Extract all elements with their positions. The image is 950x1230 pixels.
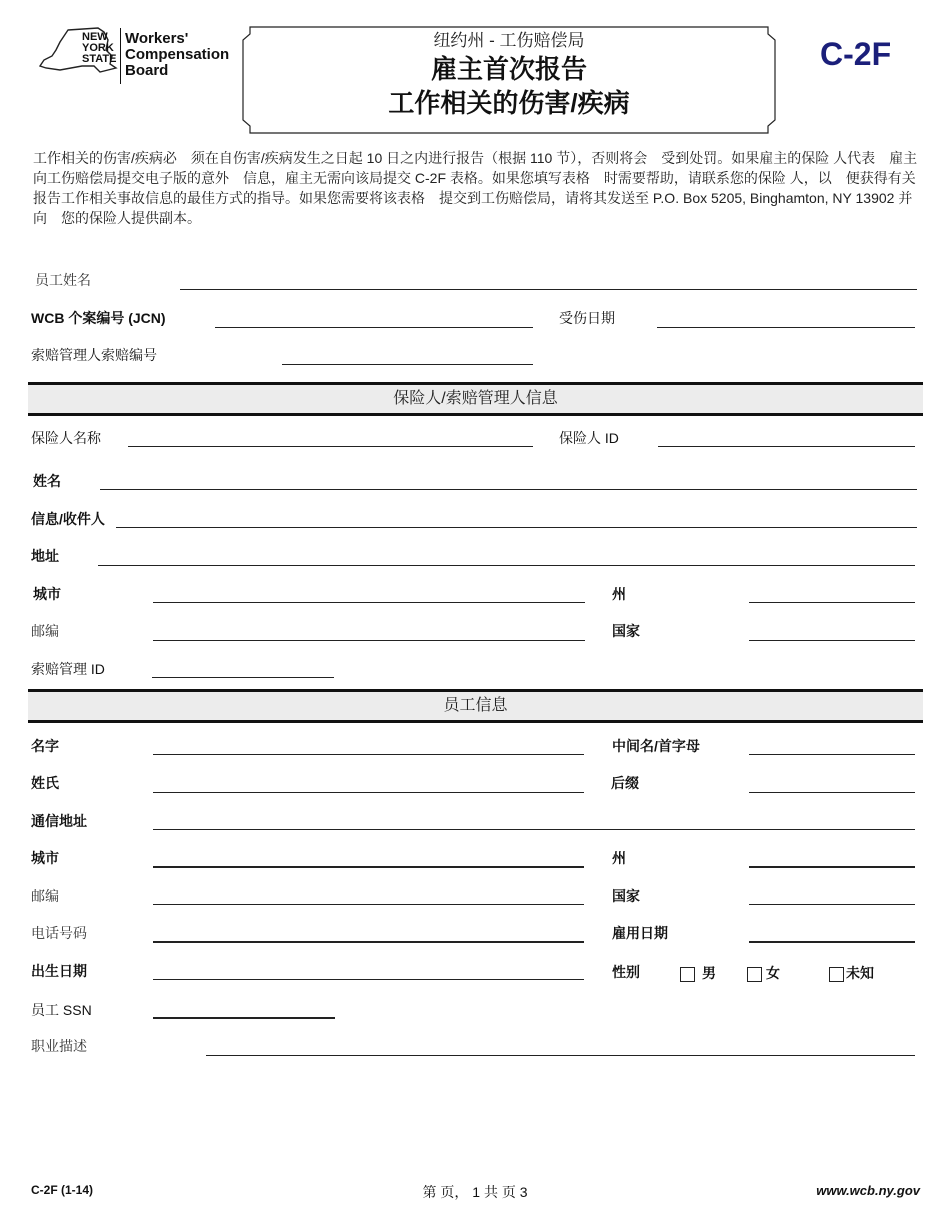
employee-zip-field[interactable] bbox=[153, 904, 584, 905]
ssn-field[interactable] bbox=[153, 1017, 335, 1019]
insurer-address-field[interactable] bbox=[98, 565, 915, 566]
form-title-line1: 雇主首次报告 bbox=[430, 54, 587, 84]
insurer-state-label: 州 bbox=[612, 586, 626, 602]
wcb-case-field[interactable] bbox=[215, 327, 533, 328]
birth-date-field[interactable] bbox=[153, 979, 584, 980]
employee-zip-label: 邮编 bbox=[31, 888, 59, 904]
insurer-state-field[interactable] bbox=[749, 602, 915, 603]
website-link[interactable]: www.wcb.ny.gov bbox=[816, 1183, 920, 1198]
ssn-label: 员工 SSN bbox=[31, 1002, 92, 1018]
suffix-label: 后缀 bbox=[611, 775, 639, 791]
form-version: C-2F (1-14) bbox=[31, 1183, 94, 1197]
insurer-address-label: 地址 bbox=[31, 548, 59, 564]
logo-divider bbox=[120, 28, 121, 84]
mailing-address-label: 通信地址 bbox=[31, 813, 87, 829]
mailing-address-field[interactable] bbox=[153, 829, 915, 830]
gender-female-label: 女 bbox=[766, 965, 780, 981]
insurer-name-label: 保险人名称 bbox=[31, 430, 101, 446]
employee-country-label: 国家 bbox=[612, 888, 640, 904]
intro-paragraph: 工作相关的伤害/疾病必 须在自伤害/疾病发生之日起 10 日之内进行报告（根据 110 节），否则将会 受到处罚。如果雇主的保险 人代表 雇主向工伤赔偿局提交电子版的意外 信息，雇主无需向该局提交 C-2F 表格。如果您填写表格 时需要帮助，请联系您的保险 人，以 便获得有关报告工作相关事故信息的最佳方式的指导。如果您需要将该表格 提交到工伤赔偿局，请将其发送至 P.O. Box 5205, Binghamton, NY 13902 并向 您的保险人提供副本。 bbox=[33, 150, 918, 226]
injury-date-label: 受伤日期 bbox=[559, 310, 615, 326]
logo-state-text: NEW YORK STATE bbox=[82, 31, 117, 65]
gender-label: 性别 bbox=[612, 964, 640, 980]
form-title-line2: 工作相关的伤害/疾病 bbox=[388, 88, 630, 118]
job-description-label: 职业描述 bbox=[31, 1038, 87, 1054]
birth-date-label: 出生日期 bbox=[31, 963, 87, 979]
last-name-label: 姓氏 bbox=[31, 775, 59, 791]
insurer-contact-name-label: 姓名 bbox=[33, 473, 61, 489]
first-name-label: 名字 bbox=[31, 738, 59, 754]
insurer-country-label: 国家 bbox=[612, 623, 640, 639]
suffix-field[interactable] bbox=[749, 792, 915, 793]
attention-field[interactable] bbox=[116, 527, 917, 528]
employee-section-header: 员工信息 bbox=[28, 689, 923, 723]
claim-admin-id-label: 索赔管理 ID bbox=[31, 661, 105, 677]
gender-unknown-label: 未知 bbox=[846, 965, 874, 981]
phone-field[interactable] bbox=[153, 941, 584, 943]
phone-label: 电话号码 bbox=[31, 925, 87, 941]
last-name-field[interactable] bbox=[153, 792, 584, 793]
page-indicator: 第 页， 1 共 页 3 bbox=[422, 1184, 528, 1200]
attention-label: 信息/收件人 bbox=[31, 511, 105, 527]
middle-initial-field[interactable] bbox=[749, 754, 915, 755]
first-name-field[interactable] bbox=[153, 754, 584, 755]
claim-admin-number-label: 索赔管理人索赔编号 bbox=[31, 347, 157, 363]
insurer-contact-name-field[interactable] bbox=[100, 489, 917, 490]
logo-org-name: Workers' Compensation Board bbox=[125, 30, 230, 79]
gender-male-checkbox[interactable] bbox=[680, 967, 695, 982]
claim-admin-number-field[interactable] bbox=[282, 364, 533, 365]
employee-city-field[interactable] bbox=[153, 866, 584, 868]
employee-state-label: 州 bbox=[612, 850, 626, 866]
employee-city-label: 城市 bbox=[31, 850, 59, 866]
job-description-field[interactable] bbox=[206, 1055, 915, 1056]
middle-initial-label: 中间名/首字母 bbox=[612, 738, 700, 754]
insurer-section-header: 保险人/索赔管理人信息 bbox=[28, 382, 923, 416]
insurer-id-label: 保险人 ID bbox=[559, 430, 619, 446]
gender-female-checkbox[interactable] bbox=[747, 967, 762, 982]
insurer-country-field[interactable] bbox=[749, 640, 915, 641]
insurer-id-field[interactable] bbox=[658, 446, 915, 447]
claim-admin-id-field[interactable] bbox=[152, 677, 334, 678]
insurer-zip-field[interactable] bbox=[153, 640, 585, 641]
employee-name-field[interactable] bbox=[180, 289, 917, 290]
gender-male-label: 男 bbox=[702, 965, 716, 981]
insurer-name-field[interactable] bbox=[128, 446, 533, 447]
agency-name: 纽约州 - 工伤赔偿局 bbox=[433, 31, 585, 50]
hire-date-field[interactable] bbox=[749, 941, 915, 943]
employee-country-field[interactable] bbox=[749, 904, 915, 905]
wcb-case-label: WCB 个案编号 (JCN) bbox=[31, 310, 166, 326]
employee-state-field[interactable] bbox=[749, 866, 915, 868]
insurer-city-field[interactable] bbox=[153, 602, 585, 603]
insurer-city-label: 城市 bbox=[33, 586, 61, 602]
injury-date-field[interactable] bbox=[657, 327, 915, 328]
gender-unknown-checkbox[interactable] bbox=[829, 967, 844, 982]
form-number: C-2F bbox=[820, 36, 892, 72]
hire-date-label: 雇用日期 bbox=[612, 925, 668, 941]
employee-name-label: 员工姓名 bbox=[35, 272, 91, 288]
insurer-zip-label: 邮编 bbox=[31, 623, 59, 639]
title-block bbox=[242, 30, 776, 120]
